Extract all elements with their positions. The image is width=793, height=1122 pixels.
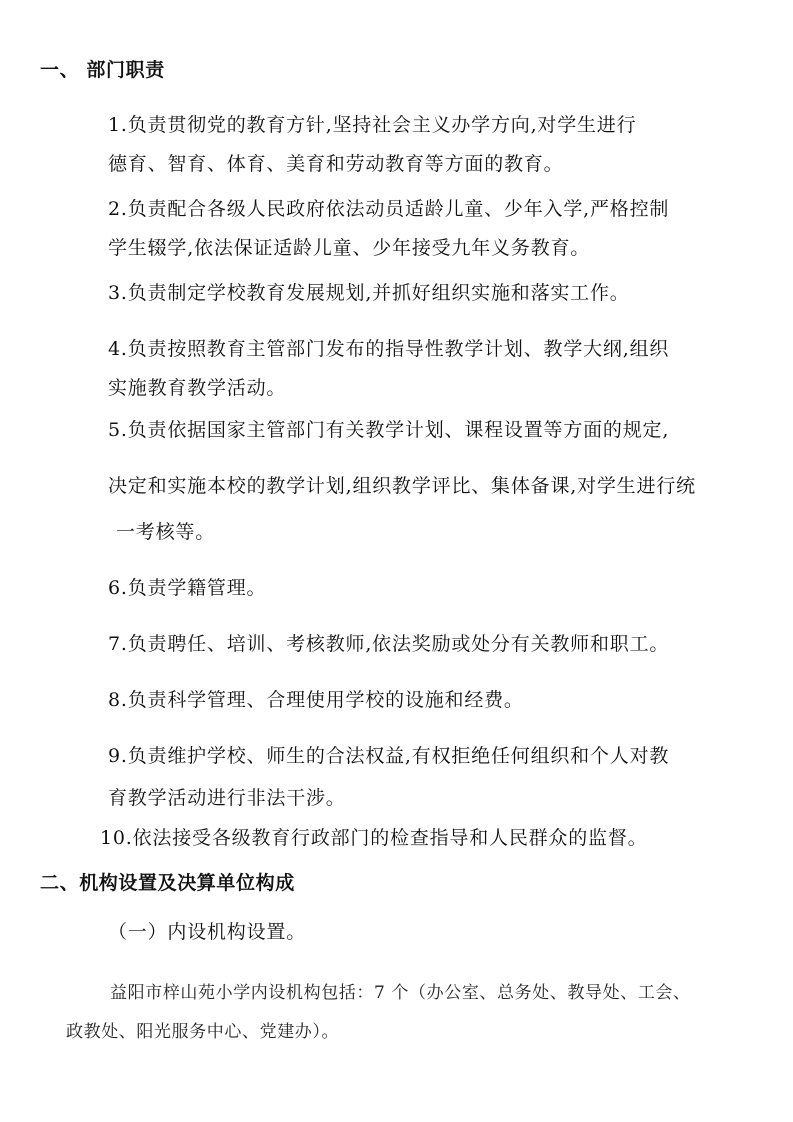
structure-paragraph-line: 益阳市梓山苑小学内设机构包括：7 个（办公室、总务处、教导处、工会、	[110, 983, 691, 1003]
duty-line: 1.负责贯彻党的教育方针,坚持社会主义办学方向,对学生进行	[108, 114, 637, 136]
duty-line: 2.负责配合各级人民政府依法动员适龄儿童、少年入学,严格控制	[108, 198, 670, 220]
duty-line: 4.负责按照教育主管部门发布的指导性教学计划、教学大纲,组织	[108, 338, 670, 360]
duty-line: 育教学活动进行非法干涉。	[108, 787, 346, 809]
duty-line: 一考核等。	[116, 521, 216, 543]
structure-paragraph-line: 政教处、阳光服务中心、党建办）。	[66, 1022, 340, 1042]
section-heading-duties: 一、 部门职责	[40, 59, 165, 81]
duty-line: 3.负责制定学校教育发展规划,并抓好组织实施和落实工作。	[108, 282, 630, 304]
duty-line: 实施教育教学活动。	[108, 377, 287, 399]
duty-line: 决定和实施本校的教学计划,组织教学评比、集体备课,对学生进行统	[108, 475, 696, 497]
duty-line: 5.负责依据国家主管部门有关教学计划、课程设置等方面的规定,	[108, 419, 670, 441]
duty-line: 8.负责科学管理、合理使用学校的设施和经费。	[108, 689, 524, 711]
duty-line: 学生辍学,依法保证适龄儿童、少年接受九年义务教育。	[108, 237, 591, 259]
duty-line: 6.负责学籍管理。	[108, 577, 267, 599]
duty-line: 10.依法接受各级教育行政部门的检查指导和人民群众的监督。	[100, 827, 648, 849]
duty-line: 7.负责聘任、培训、考核教师,依法奖励或处分有关教师和职工。	[108, 633, 670, 655]
subsection-heading: （一）内设机构设置。	[108, 921, 307, 943]
duty-line: 德育、智育、体育、美育和劳动教育等方面的教育。	[108, 153, 564, 175]
section-heading-structure: 二、机构设置及决算单位构成	[40, 872, 295, 894]
duty-line: 9.负责维护学校、师生的合法权益,有权拒绝任何组织和个人对教	[108, 745, 670, 767]
